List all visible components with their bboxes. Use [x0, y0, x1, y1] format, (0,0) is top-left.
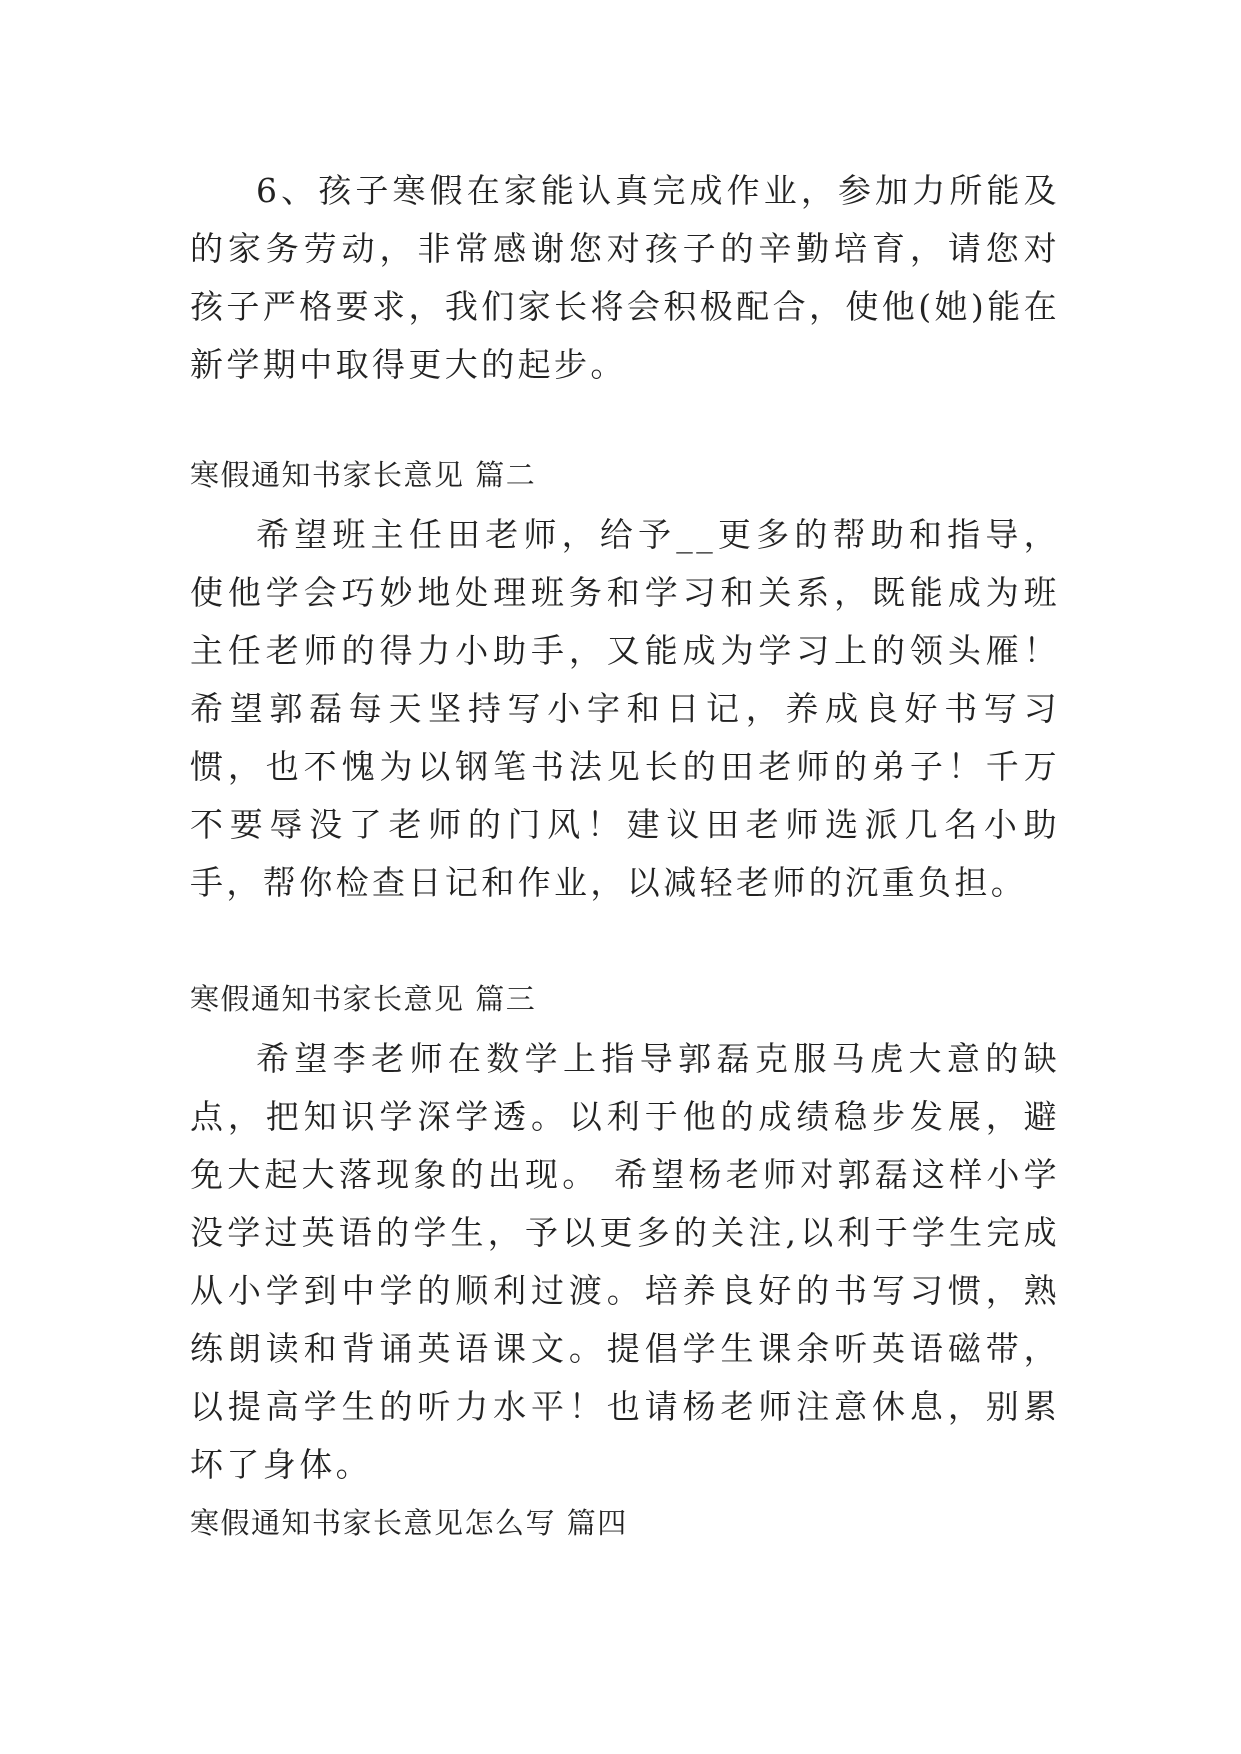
section-heading-part-2: 寒假通知书家长意见 篇二	[190, 458, 537, 492]
paragraph-item-6: 6、孩子寒假在家能认真完成作业，参加力所能及的家务劳动，非常感谢您对孩子的辛勤培育，请您对孩子严格要求，我们家长将会积极配合，使他(她)能在新学期中取得更大的起步。	[190, 171, 1060, 384]
paragraph-part-2: 希望班主任田老师，给予__更多的帮助和指导，使他学会巧妙地处理班务和学习和关系，既能成为班主任老师的得力小助手，又能成为学习上的领头雁！希望郭磊每天坚持写小字和日记，养成良好书写习惯，也不愧为以钢笔书法见长的田老师的弟子！千万不要辱没了老师的门风！建议田老师选派几名小助手，帮你检查日记和作业，以减轻老师的沉重负担。	[190, 515, 1060, 902]
paragraph-part-3: 希望李老师在数学上指导郭磊克服马虎大意的缺点，把知识学深学透。以利于他的成绩稳步发展，避免大起大落现象的出现。 希望杨老师对郭磊这样小学没学过英语的学生，予以更多的关注,以利于学生完成从小学到中学的顺利过渡。培养良好的书写习惯，熟练朗读和背诵英语课文。提倡学生课余听英语磁带，以提高学生的听力水平！也请杨老师注意休息，别累坏了身体。	[190, 1039, 1060, 1484]
section-heading-part-3: 寒假通知书家长意见 篇三	[190, 982, 537, 1016]
section-heading-part-4: 寒假通知书家长意见怎么写 篇四	[190, 1506, 628, 1540]
